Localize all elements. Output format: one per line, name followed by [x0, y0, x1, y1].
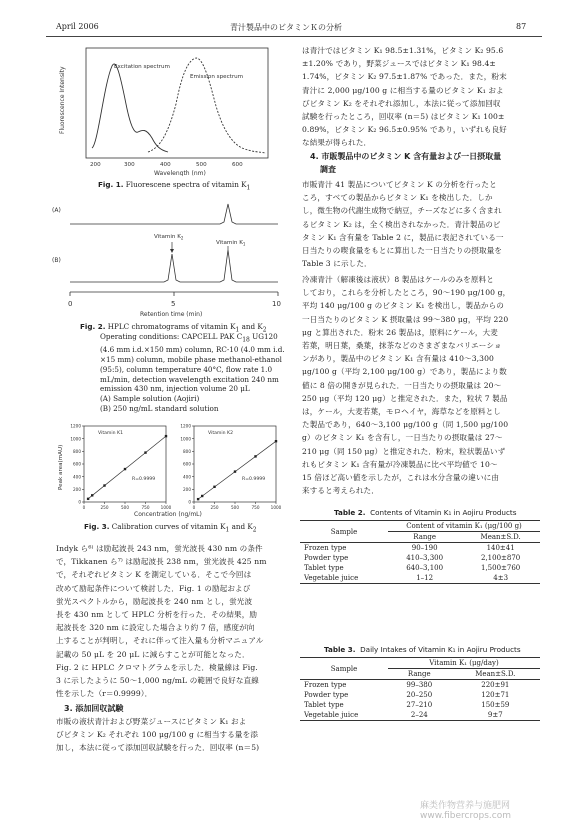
- body-line: μg と算出された．粉末 26 製品は，原料にケール，大麦: [302, 327, 498, 337]
- body-line: ±1.20% であり，野菜ジュースではビタミン K₁ 98.4±: [302, 59, 496, 69]
- body-line: Fig. 2 に HPLC クロマトグラムを示した．検量線は Fig.: [56, 662, 258, 672]
- body-line: 日当たりの喫食量をもとに算出した一日当たりの摂取量を: [302, 246, 503, 256]
- fig3-r-value: R=0.9999: [132, 477, 156, 482]
- table2-header-range: Range: [413, 533, 437, 541]
- fig3-ytick-label: 800: [73, 448, 81, 454]
- body-line: 上することが判明し，それに伴って注入量も分析マニュアル: [56, 636, 264, 646]
- section-4-heading: 4. 市販製品中のビタミン K 含有量および一日摂取量: [310, 152, 502, 161]
- table-row: Frozen type 90–190 140±41: [304, 544, 515, 552]
- table-row: Vegetable juice 1–12 4±3: [300, 573, 540, 584]
- fig3-ytick-label: 600: [183, 461, 191, 467]
- fig3-data-point: [254, 455, 256, 457]
- fig1-emission-label: Emission spectrum: [190, 74, 244, 80]
- table-row: Frozen type 99–380 220±91: [304, 681, 510, 689]
- fig3-xtick-label: 250: [100, 505, 109, 510]
- body-line: びビタミン K₂ それぞれ 100 μg/100 g に相当する量を添: [56, 730, 258, 740]
- fig2-caption: Fig. 2. HPLC chromatograms of vitamin $K_1$ and $K_2$: [80, 322, 267, 334]
- fig3-xtick-label: 1000: [160, 505, 172, 510]
- fig1-excitation-label: Excitation spectrum: [114, 64, 170, 70]
- fig3-ytick-label: 1200: [70, 423, 81, 429]
- fig3-calibration-curves: [56, 420, 286, 518]
- fig1-xtick: 300: [124, 162, 135, 168]
- body-line: 210 μg（同 150 μg）と推定された．粉末，粒状製品いず: [302, 446, 506, 456]
- body-line: れもビタミン K₁ 含有量が冷凍製品に比べ平均値で 10～: [302, 459, 498, 469]
- fig3-ytick-label: 800: [183, 448, 191, 454]
- fig2-vitamin-k2-label: Vitamin K: [154, 234, 181, 240]
- body-line: 来すると考えられた．: [302, 486, 379, 496]
- fig1-xlabel: Wavelength (nm): [154, 170, 206, 176]
- fig3-ylabel: Peak area(mAU): [58, 444, 64, 490]
- header-date: April 2006: [56, 22, 99, 31]
- body-line: g）のビタミン K₁ を含有し，一日当たりの摂取量は 27～: [302, 433, 503, 443]
- fig3-data-point: [91, 494, 93, 496]
- body-line: しており，これらを分析したところ，90～190 μg/100 g，: [302, 288, 511, 298]
- body-line: 平均 140 μg/100 g のビタミン K₁ を検出し，製品からの: [302, 301, 504, 311]
- fig3-plot-frame-k1: [84, 426, 166, 502]
- section-3-heading: 3. 添加回収試験: [64, 704, 124, 713]
- fig2-trace-b-label: (B): [52, 257, 61, 264]
- fig3-caption-label: Fig. 3.: [84, 522, 110, 531]
- fig1-xtick: 500: [196, 162, 207, 168]
- table-row: Tablet type 640–3,100 1,500±760: [304, 564, 521, 572]
- body-line: 試験を行ったところ，回収率 (n＝5) はビタミン K₁ 100±: [302, 112, 505, 122]
- fig3-ytick-label: 0: [188, 499, 191, 505]
- fig3-ytick-label: 400: [183, 474, 191, 480]
- body-line: 15 倍ほど高い値を示したが，これは水分含量の違いに由: [302, 473, 500, 483]
- section-4-heading-cont: 調査: [320, 165, 336, 174]
- watermark-text: 麻类作物营养与施肥网 www.fibercrops.com: [420, 801, 511, 821]
- body-line: 蛍光スペクトルから，励起波長を 240 nm とし，蛍光波: [56, 596, 253, 606]
- body-line: 値に 8 倍の開きが見られた．一日当たりの摂取量は 20～: [302, 380, 502, 390]
- fig3-xtick-label: 0: [192, 505, 196, 510]
- table3-header-range: Range: [407, 670, 431, 678]
- fig3-data-point: [103, 484, 105, 486]
- fig1-caption: [98, 180, 250, 193]
- fig3-plot-frame-k2: [194, 426, 276, 502]
- fig2-xtick: 10: [272, 300, 281, 308]
- body-line: 青汁に 2,000 μg/100 g に相当する量のビタミン K₁ およ: [302, 85, 504, 95]
- fig1-spectra: [56, 44, 286, 176]
- body-line: るビタミン K₂ は，全く検出されなかった．青汁製品のビ: [302, 219, 501, 229]
- body-line: 長を 430 nm として HPLC 分析を行った．その結果，励: [56, 610, 258, 620]
- body-line: 起波長を 320 nm に設定した場合より約 7 倍，感度が向: [56, 623, 255, 633]
- fig1-xtick: 400: [160, 162, 171, 168]
- fig3-xtick-label: 1000: [270, 505, 282, 510]
- fig2-xlabel: Retention time (min): [140, 311, 203, 318]
- svg-text:Vitamin K2: Vitamin $K_2$: [154, 234, 184, 241]
- fig2-trace-a-label: (A): [52, 207, 61, 214]
- table3-caption: Table 3. Daily Intakes of Vitamin K₁ in Aojiru Products: [324, 645, 521, 654]
- body-line: Table 3 に示した．: [302, 259, 372, 269]
- fig2-chromatograms: [50, 196, 290, 320]
- header-title: 青汁製品中のビタミンＫの分析: [230, 23, 342, 32]
- body-line: 加し，本法に従って添加回収試験を行った．回収率 (n＝5): [56, 743, 260, 753]
- fig3-data-point: [213, 486, 215, 488]
- body-line: 記載の 50 μL を 20 μL に減らすことが可能となった．: [56, 649, 250, 659]
- fig3-ytick-label: 400: [73, 474, 81, 480]
- table-row: Powder type 20–250 120±71: [304, 691, 510, 699]
- fig2-vitamin-k1-label: Vitamin K: [216, 240, 243, 246]
- fig3-ytick-label: 1000: [180, 436, 191, 442]
- fig3-ytick-label: 0: [78, 499, 81, 505]
- body-line: は，ケール，大麦若葉，モロヘイヤ，海草などを原料とし: [302, 407, 501, 417]
- table2-header-mean: Mean±S.D.: [480, 533, 521, 541]
- body-line: ころ，すべての製品からビタミン K₁ を検出した．しか: [302, 193, 493, 203]
- body-line: 1.74%，ビタミン K₂ 97.5±1.87% であった．また，粉末: [302, 72, 507, 82]
- table2-caption: Table 2. Contents of Vitamin K₁ in Aojiru Products: [334, 508, 517, 517]
- fig3-data-point: [144, 451, 146, 453]
- svg-text:Vitamin K1: Vitamin $K_1$: [216, 240, 246, 247]
- fig3-data-point: [124, 468, 126, 470]
- body-line: μg/100 g（平均 2,100 μg/100 g）であり，製品により数: [302, 367, 507, 377]
- left-body-text: [56, 542, 294, 700]
- fig3-ytick-label: 200: [183, 486, 191, 492]
- body-line: 若葉，明日葉，桑葉，抹茶などのさまざまなバリエーショ: [302, 341, 502, 351]
- table3-header-mean: Mean±S.D.: [475, 670, 516, 678]
- fig3-ytick-label: 1200: [180, 423, 191, 429]
- fig3-data-point: [234, 470, 236, 472]
- table-row: Tablet type 27–210 150±59: [304, 701, 510, 709]
- fig1-caption-label: Fig. 1.: [98, 180, 124, 189]
- fig2-xtick: 5: [171, 300, 176, 308]
- table3-header-sample: Sample: [330, 664, 358, 673]
- fig3-fit-line-k2: [198, 441, 276, 499]
- header-page-number: 87: [516, 22, 527, 31]
- body-line: で，それぞれビタミン K を測定している．そこで今回は: [56, 570, 252, 580]
- table3: [300, 657, 540, 721]
- fig2-xtick: 0: [68, 300, 73, 308]
- body-line: た製品であり，640～3,100 μg/100 g（同 1,500 μg/100: [302, 420, 509, 430]
- fig1-caption-text: Fluorescene spectra of vitamin K: [125, 180, 247, 189]
- fig2-caption-label: Fig. 2.: [80, 322, 106, 331]
- fig3-panel-title: Vitamin K1: [98, 431, 123, 436]
- body-line: ンがあり，製品中のビタミン K₁ 含有量は 410～3,300: [302, 354, 494, 364]
- body-line: 冷凍青汁（解凍後は液状）8 製品はケールのみを原料と: [302, 275, 494, 284]
- body-line: 市販青汁 41 製品についてビタミン K の分析を行ったと: [302, 180, 497, 189]
- fig1-xtick: 600: [232, 162, 243, 168]
- body-line: 250 μg（平均 120 μg）と推定された．また，粒状 7 製品: [302, 393, 508, 403]
- fig1-ylabel: Fluorescence Intensity: [59, 66, 66, 134]
- fig3-panel-title: Vitamin K2: [208, 431, 233, 436]
- fig3-xtick-label: 0: [82, 505, 86, 510]
- right-body-text-2: [302, 178, 540, 270]
- fig3-data-point: [201, 495, 203, 497]
- table-row: Powder type 410–3,300 2,100±870: [304, 554, 521, 562]
- table-row: Vegetable juice 2–24 9±7: [300, 710, 540, 721]
- fig3-xlabel: Concentration (ng/mL): [134, 511, 202, 518]
- left-body-text-2: [56, 715, 294, 755]
- fig3-xtick-label: 750: [141, 505, 150, 510]
- header-rule: [46, 36, 542, 37]
- body-line: で，Tikkanen ら⁷⁾ は励起波長 238 nm，蛍光波長 425 nm: [56, 557, 267, 567]
- fig3-xtick-label: 500: [121, 505, 129, 510]
- table2: [300, 520, 540, 584]
- fig3-data-point: [87, 498, 89, 500]
- fig1-caption-sub: 1: [246, 184, 251, 192]
- fig2-conditions: Operating conditions: CAPCELL PAK $C_{18}$ UG120 (4.6 mm i.d.×150 mm) column, RC-10 (4.0 mm i.d. ×15 mm) column, mobile phase methanol-ethanol (95:5), column temperature 40°C, flow rate 1.0 mL/min, detection wavelength excitation 240 nm emission 430 nm, injection volume 20 μL (A) Sample solution (Aojiri) (B) 250 ng/mL standard solution: [100, 332, 285, 414]
- fig3-xtick-label: 750: [251, 505, 260, 510]
- body-line: 0.89%，ビタミン K₂ 96.5±0.95% であり，いずれも良好: [302, 125, 507, 135]
- fig3-xtick-label: 250: [210, 505, 219, 510]
- body-line: タミン K₁ 含有量を Table 2 に，製品に表記されている一: [302, 232, 504, 242]
- body-line: 性を示した（r＝0.9999）．: [56, 689, 153, 699]
- right-body-text-1: [302, 44, 540, 150]
- body-line: し，微生物の代謝生成物で納豆，チーズなどに多く含まれ: [302, 206, 502, 216]
- fig3-caption: Fig. 3. Calibration curves of vitamin $K_1$ and $K_2$: [84, 522, 257, 534]
- fig3-ytick-label: 200: [73, 486, 81, 492]
- fig1-xtick: 200: [90, 162, 101, 168]
- body-line: 改めて励起条件について検討した．Fig. 1 の励起および: [56, 583, 251, 593]
- table3-header-group: Vitamin K₁ (μg/day): [388, 658, 540, 669]
- fig3-xtick-label: 500: [231, 505, 239, 510]
- body-line: Indyk ら⁶⁾ は励起波長 243 nm，蛍光波長 430 nm の条件: [56, 544, 263, 553]
- fig3-data-point: [165, 435, 167, 437]
- fig3-ytick-label: 1000: [70, 436, 81, 442]
- body-line: 3 に示したように 50～1,000 ng/mL の範囲で良好な直線: [56, 676, 259, 686]
- table2-header-sample: Sample: [330, 527, 358, 536]
- body-line: 一日当たりのビタミン K 摂取量は 99～380 μg，平均 220: [302, 314, 509, 324]
- fig3-ytick-label: 600: [73, 461, 81, 467]
- body-line: 市販の液状青汁および野菜ジュースにビタミン K₁ およ: [56, 717, 247, 726]
- fig3-data-point: [275, 440, 277, 442]
- body-line: な結果が得られた．: [302, 138, 372, 148]
- right-body-text-3: [302, 273, 540, 497]
- body-line: びビタミン K₂ をそれぞれ添加し，本法に従って添加回収: [302, 98, 501, 108]
- body-line: は青汁ではビタミン K₁ 98.5±1.31%，ビタミン K₂ 95.6: [302, 46, 504, 55]
- table2-header-group: Content of vitamin K₁ (μg/100 g): [388, 521, 540, 532]
- fig3-r-value: R=0.9999: [242, 477, 266, 482]
- fig3-data-point: [197, 498, 199, 500]
- fig3-fit-line-k1: [88, 436, 166, 499]
